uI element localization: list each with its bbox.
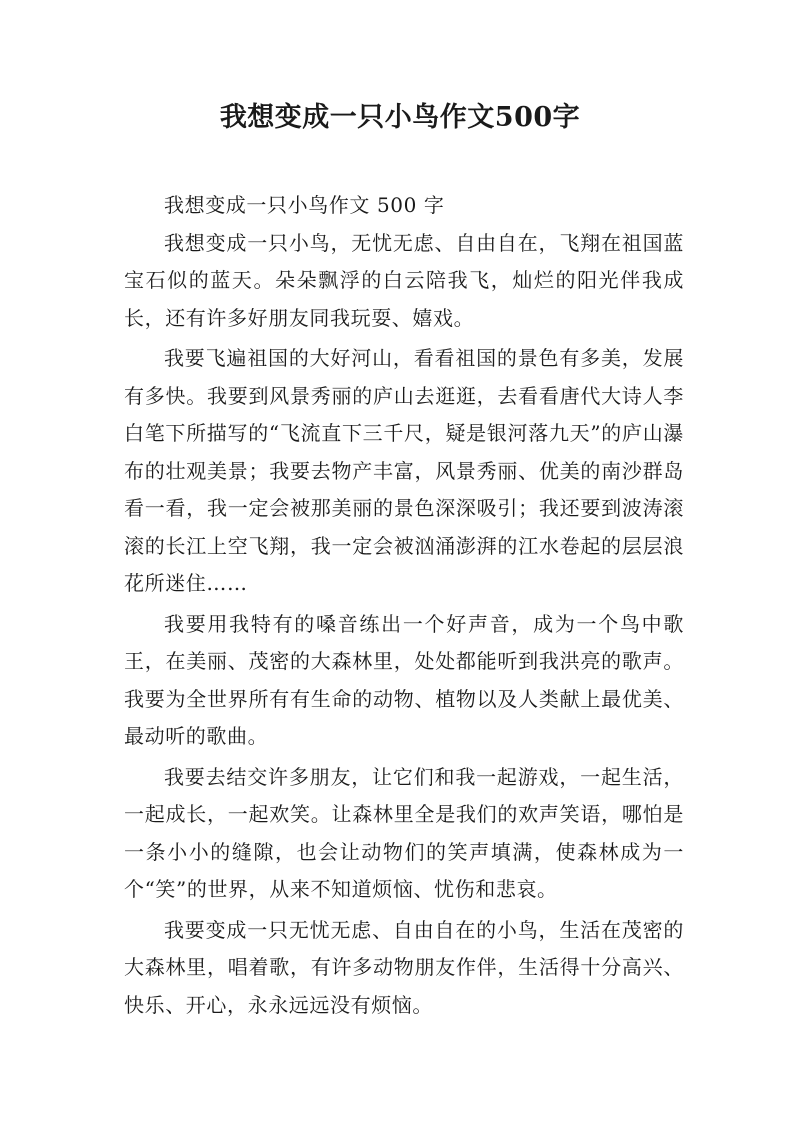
paragraph-1: 我想变成一只小鸟，无忧无虑、自由自在，飞翔在祖国蓝宝石似的蓝天。朵朵飘浮的白云陪我飞，灿烂的阳光伴我成长，还有许多好朋友同我玩耍、嬉戏。 (124, 230, 684, 330)
paragraph-3: 我要用我特有的嗓音练出一个好声音，成为一个鸟中歌王，在美丽、茂密的大森林里，处处都能听到我洪亮的歌声。我要为全世界所有有生命的动物、植物以及人类献上最优美、最动听的歌曲。 (124, 611, 684, 748)
document-subtitle: 我想变成一只小鸟作文 500 字 (164, 193, 445, 217)
paragraph-2: 我要飞遍祖国的大好河山，看看祖国的景色有多美，发展有多快。我要到风景秀丽的庐山去逛逛，去看看唐代大诗人李白笔下所描写的“飞流直下三千尺，疑是银河落九天”的庐山瀑布的壮观美景；我要去物产丰富，风景秀丽、优美的南沙群岛看一看，我一定会被那美丽的景色深深吸引；我还要到波涛滚滚的长江上空飞翔，我一定会被汹涌澎湃的江水卷起的层层浪花所迷住…… (124, 346, 684, 595)
paragraph-5: 我要变成一只无忧无虑、自由自在的小鸟，生活在茂密的大森林里，唱着歌，有许多动物朋友作伴，生活得十分高兴、快乐、开心，永永远远没有烦恼。 (124, 917, 684, 1017)
document-body (124, 187, 684, 1024)
paragraph-4: 我要去结交许多朋友，让它们和我一起游戏，一起生活，一起成长，一起欢笑。让森林里全是我们的欢声笑语，哪怕是一条小小的缝隙，也会让动物们的笑声填满，使森林成为一个“笑”的世界，从来不知道烦恼、忧伤和悲哀。 (124, 764, 684, 901)
document-title: 我想变成一只小鸟作文500字 (219, 102, 581, 133)
